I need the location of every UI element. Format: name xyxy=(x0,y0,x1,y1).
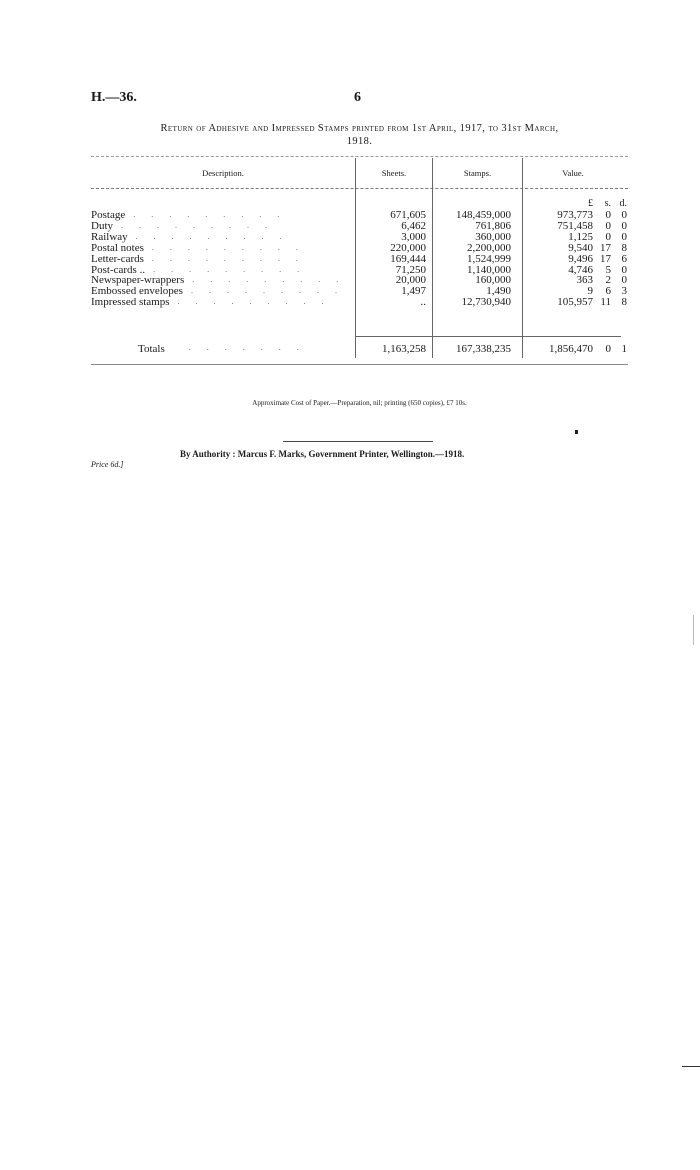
table-row: Railway ......... xyxy=(91,230,298,243)
row-stamps: 12,730,940 xyxy=(461,296,511,309)
row-description: Newspaper-wrappers xyxy=(91,274,185,287)
table-row: Duty ......... xyxy=(91,219,283,232)
table-row: Post-cards .. ......... xyxy=(91,263,316,276)
row-pence: 0 xyxy=(621,219,627,232)
row-description: Embossed envelopes xyxy=(91,285,183,298)
row-pounds: 751,458 xyxy=(557,219,593,232)
row-pence: 0 xyxy=(621,274,627,287)
row-pounds: 9,496 xyxy=(568,252,593,265)
row-pounds: 105,957 xyxy=(557,296,593,309)
totals-pence: 1 xyxy=(621,343,627,355)
row-pounds: 4,746 xyxy=(568,263,593,276)
row-shillings: 17 xyxy=(600,241,611,254)
authority-rule xyxy=(283,441,433,442)
value-row xyxy=(523,254,627,265)
totals-value xyxy=(523,343,627,355)
row-description: Postage xyxy=(91,209,126,221)
sheets-column xyxy=(356,210,426,308)
row-sheets: 20,000 xyxy=(395,274,426,287)
table-row: Postal notes ......... xyxy=(91,241,314,254)
row-pounds: 9,540 xyxy=(568,241,593,254)
row-stamps: 1,140,000 xyxy=(467,263,511,276)
row-stamps: 2,200,000 xyxy=(467,241,511,254)
row-stamps: 761,806 xyxy=(475,219,511,232)
totals-pounds: 1,856,470 xyxy=(549,343,593,355)
row-pence: 6 xyxy=(621,252,627,265)
value-column xyxy=(523,210,627,308)
totals-stamps: 167,338,235 xyxy=(456,343,511,355)
table-bottom-rule xyxy=(91,364,628,365)
value-row xyxy=(523,297,627,308)
edge-mark xyxy=(682,1066,700,1067)
row-description: Impressed stamps xyxy=(91,296,170,309)
column-header-description: Description. xyxy=(202,168,244,178)
value-row xyxy=(523,265,627,276)
table-top-rule xyxy=(91,156,628,157)
row-shillings: 5 xyxy=(605,263,611,276)
row-sheets: 169,444 xyxy=(390,252,426,265)
document-reference: H.—36. xyxy=(91,90,137,105)
row-pence: 0 xyxy=(621,230,627,243)
row-pounds: 1,125 xyxy=(568,230,593,243)
totals-label: Totals xyxy=(138,343,165,355)
row-shillings: 6 xyxy=(605,285,611,298)
table-row: Newspaper-wrappers ......... xyxy=(91,274,355,287)
totals-sheets: 1,163,258 xyxy=(382,343,426,355)
row-stamps: 1,524,999 xyxy=(467,252,511,265)
column-header-value: Value. xyxy=(562,168,584,178)
row-shillings: 11 xyxy=(600,296,611,309)
row-pence: 8 xyxy=(621,241,627,254)
edge-mark xyxy=(693,615,694,645)
table-title xyxy=(91,122,628,148)
description-column xyxy=(91,210,355,308)
totals-label-row: Totals ....... xyxy=(138,343,315,355)
table-row: Letter-cards ......... xyxy=(91,252,314,265)
page-number: 6 xyxy=(354,90,361,105)
column-header-sheets: Sheets. xyxy=(381,168,407,178)
stamps-column xyxy=(433,210,511,308)
row-pence: 8 xyxy=(621,296,627,309)
row-stamps: 360,000 xyxy=(475,230,511,243)
row-pence: 0 xyxy=(621,209,627,221)
row-description: Post-cards .. xyxy=(91,263,146,276)
row-pounds: 363 xyxy=(576,274,593,287)
row-stamps: 160,000 xyxy=(475,274,511,287)
row-stamps: 148,459,000 xyxy=(456,209,511,221)
paper-cost-note: Approximate Cost of Paper.—Preparation, nil; printing (650 copies), £7 10s. xyxy=(252,399,467,407)
row-description: Railway xyxy=(91,230,128,243)
value-row xyxy=(523,275,627,286)
table-row: Impressed stamps ......... xyxy=(91,296,340,309)
row-stamps: 1,490 xyxy=(486,285,511,298)
title-line-1: Return of Adhesive and Impressed Stamps printed from 1st April, 1917, to 31st March, xyxy=(160,123,559,134)
row-sheets: 6,462 xyxy=(401,219,426,232)
row-shillings: 2 xyxy=(605,274,611,287)
totals-rule xyxy=(356,336,621,337)
header-rule xyxy=(91,188,628,189)
row-sheets: 671,605 xyxy=(390,209,426,221)
price-label: Price 6d.] xyxy=(91,460,124,469)
row-shillings: 0 xyxy=(605,230,611,243)
printer-authority: By Authority : Marcus F. Marks, Government Printer, Wellington.—1918. xyxy=(180,449,465,459)
row-shillings: 0 xyxy=(605,209,611,221)
row-pence: 0 xyxy=(621,263,627,276)
row-shillings: 0 xyxy=(605,219,611,232)
row-sheets: 3,000 xyxy=(401,230,426,243)
row-sheets: 71,250 xyxy=(395,263,426,276)
row-shillings: 17 xyxy=(600,252,611,265)
column-header-stamps: Stamps. xyxy=(463,168,492,178)
unit-shillings: s. xyxy=(604,198,611,209)
row-description: Postal notes xyxy=(91,241,144,254)
row-description: Letter-cards xyxy=(91,252,144,265)
unit-pounds: £ xyxy=(588,198,593,209)
value-row xyxy=(523,243,627,254)
table-row: Postage ......... xyxy=(91,209,296,221)
row-sheets: 1,497 xyxy=(401,285,426,298)
row-sheets: 220,000 xyxy=(390,241,426,254)
speck xyxy=(575,430,578,434)
row-pounds: 973,773 xyxy=(557,209,593,221)
table-row: Embossed envelopes ......... xyxy=(91,285,353,298)
title-line-2: 1918. xyxy=(346,136,373,147)
row-pence: 3 xyxy=(621,285,627,298)
row-pounds: 9 xyxy=(587,285,593,298)
row-sheets: .. xyxy=(420,296,426,309)
row-description: Duty xyxy=(91,219,113,232)
unit-pence: d. xyxy=(619,198,627,209)
totals-shillings: 0 xyxy=(605,343,611,355)
